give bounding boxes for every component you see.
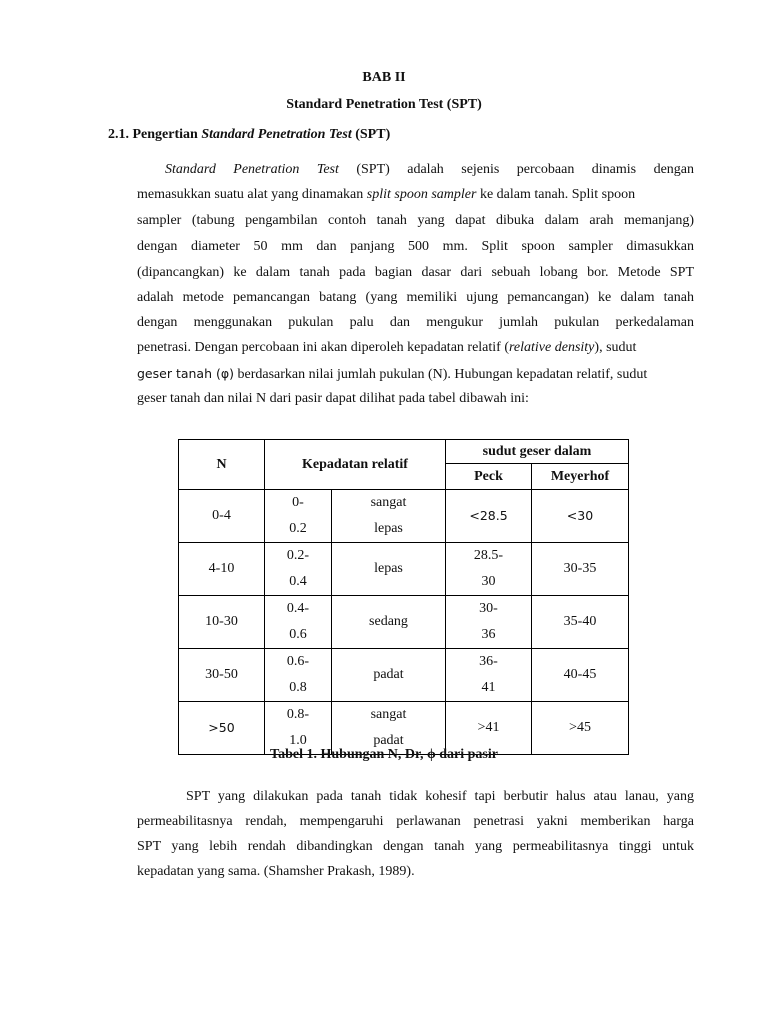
cell-n: 10-30	[179, 596, 265, 649]
desc-bottom: lepas	[374, 521, 403, 536]
document-title: Standard Penetration Test (SPT)	[286, 97, 482, 112]
cell-dr	[265, 596, 332, 649]
para1-line-5: (dipancangkan) ke dalam tanah pada bagian dasar dari sebuah lobang bor. Metode SPT	[137, 265, 694, 280]
cell-meyerhof: 35-40	[532, 596, 629, 649]
cell-meyerhof: 40-45	[532, 649, 629, 702]
para1-line-10: geser tanah dan nilai N dari pasir dapat dilihat pada tabel dibawah ini:	[137, 391, 529, 406]
peck-top: 28.5-	[473, 548, 504, 563]
dr-bottom: 1.0	[289, 733, 307, 748]
peck-bottom: 41	[481, 680, 496, 695]
cell-meyerhof: 30-35	[532, 543, 629, 596]
dr-top: 0.4-	[286, 601, 310, 616]
dr-top: 0.8-	[286, 707, 310, 722]
dr-top: 0-	[292, 495, 304, 510]
cell-dr	[265, 543, 332, 596]
para1-line-4: dengan diameter 50 mm dan panjang 500 mm. Split spoon sampler dimasukkan	[137, 239, 694, 254]
peck-top: 30-	[479, 601, 498, 616]
dr-top: 0.2-	[286, 548, 310, 563]
cell-peck: >41	[446, 702, 532, 755]
para1-line-3: sampler (tabung pengambilan contoh tanah yang dapat dibuka dalam arah memanjang)	[137, 213, 694, 228]
cell-n: >50	[179, 702, 265, 755]
cell-n: 4-10	[179, 543, 265, 596]
para1-line-9	[137, 367, 694, 382]
cell-desc	[332, 490, 446, 543]
section-suffix: (SPT)	[351, 127, 391, 142]
para1-text: ), sudut	[594, 340, 637, 355]
table-row	[179, 596, 629, 649]
cell-peck	[446, 596, 532, 649]
dr-bottom: 0.2	[289, 521, 307, 536]
cell-dr	[265, 490, 332, 543]
desc-top: sangat	[370, 495, 407, 510]
cell-peck	[446, 649, 532, 702]
table-row	[179, 490, 629, 543]
cell-desc: lepas	[332, 543, 446, 596]
peck-bottom: 30	[481, 574, 496, 589]
para2-line-4: kepadatan yang sama. (Shamsher Prakash, 1989).	[137, 864, 415, 879]
para1-line-7: dengan menggunakan pukulan palu dan mengukur jumlah pukulan perkedalaman	[137, 315, 694, 330]
spt-table	[178, 439, 629, 755]
para1-text: ke dalam tanah. Split spoon	[476, 187, 636, 202]
para2-line-1: SPT yang dilakukan pada tanah tidak kohesif tapi berbutir halus atau lanau, yang	[186, 789, 694, 804]
dr-bottom: 0.6	[289, 627, 307, 642]
para2-line-2: permeabilitasnya rendah, mempengaruhi perlawanan penetrasi yakni memberikan harga	[137, 814, 694, 829]
cell-desc: padat	[332, 649, 446, 702]
peck-top: 36-	[479, 654, 498, 669]
section-italic: Standard Penetration Test	[201, 127, 352, 142]
para1-line-2	[137, 188, 694, 202]
section-prefix: 2.1. Pengertian	[108, 127, 202, 142]
header-meyerhof: Meyerhof	[532, 464, 629, 490]
para1-line-8	[137, 341, 694, 355]
para1-italic-density: relative density	[509, 340, 595, 355]
header-sudut: sudut geser dalam	[446, 440, 629, 464]
section-heading	[108, 127, 390, 143]
para2-line-3: SPT yang lebih rendah dibandingkan dengan tanah yang permeabilitasnya tinggi untuk	[137, 839, 694, 854]
cell-peck	[446, 543, 532, 596]
para1-line-1	[165, 163, 694, 177]
para1-line-6: adalah metode pemancangan batang (yang memiliki ujung pemancangan) ke dalam tanah	[137, 290, 694, 305]
para1-italic-sampler: split spoon sampler	[366, 187, 477, 202]
desc-bottom: padat	[373, 733, 404, 748]
para1-text: penetrasi. Dengan percobaan ini akan diperoleh kepadatan relatif (	[137, 340, 509, 355]
cell-peck: <28.5	[446, 490, 532, 543]
table-row	[179, 543, 629, 596]
peck-bottom: 36	[481, 627, 496, 642]
cell-desc: sedang	[332, 596, 446, 649]
header-kepadatan: Kepadatan relatif	[265, 440, 446, 490]
table-row	[179, 649, 629, 702]
para1-italic-spt: Standard Penetration Test	[165, 162, 339, 177]
cell-meyerhof: <30	[532, 490, 629, 543]
table-caption: Tabel 1. Hubungan N, Dr, ϕ dari pasir	[270, 747, 498, 762]
header-peck: Peck	[446, 464, 532, 490]
para1-text: berdasarkan nilai jumlah pukulan (N). Hubungan kepadatan relatif, sudut	[233, 367, 648, 382]
cell-n: 0-4	[179, 490, 265, 543]
cell-meyerhof: >45	[532, 702, 629, 755]
cell-dr	[265, 649, 332, 702]
para1-sans-phi: geser tanah (φ)	[137, 366, 234, 381]
chapter-heading: BAB II	[362, 70, 406, 85]
header-n: N	[179, 440, 265, 490]
dr-bottom: 0.8	[289, 680, 307, 695]
dr-bottom: 0.4	[289, 574, 307, 589]
dr-top: 0.6-	[286, 654, 310, 669]
para1-text: memasukkan suatu alat yang dinamakan	[137, 187, 367, 202]
desc-top: sangat	[370, 707, 407, 722]
para1-text: (SPT) adalah sejenis percobaan dinamis dengan	[338, 162, 695, 177]
cell-n: 30-50	[179, 649, 265, 702]
